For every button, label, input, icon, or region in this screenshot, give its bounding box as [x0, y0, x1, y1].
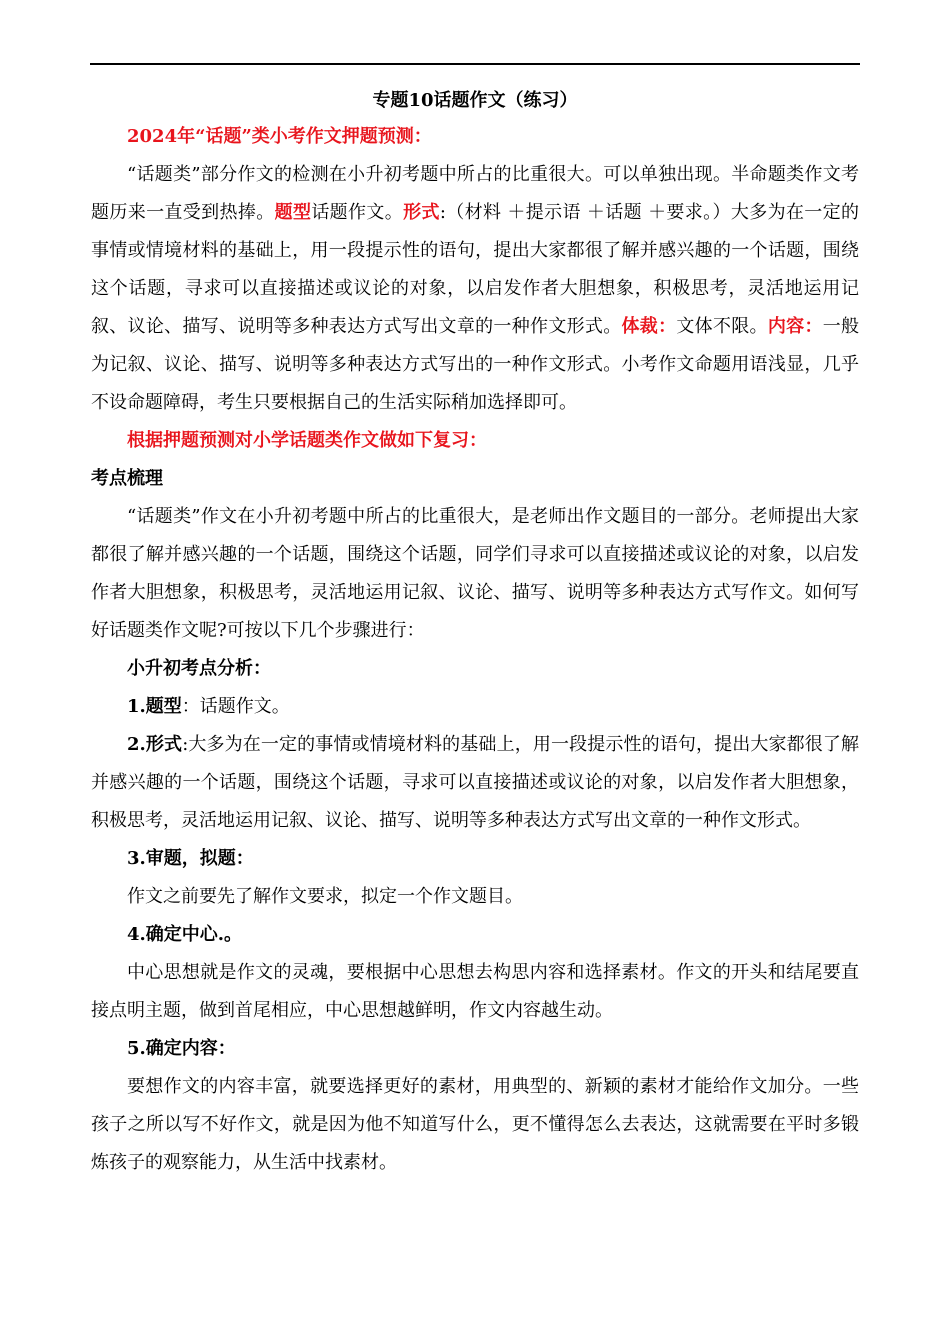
paragraph-text: 文体不限。	[676, 316, 768, 337]
item-2-text: :大多为在一定的事情或情境材料的基础上，用一段提示性的语句，提出大家都很了解并感兴趣的一个话题，围绕这个话题，寻求可以直接描述或议论的对象，以启发作者大胆想象，积极思考，灵活地运用记叙、议论、描写、说明等多种表达方式写出文章的一种作文形式。	[91, 734, 860, 831]
item-3-text: 作文之前要先了解作文要求，拟定一个作文题目。	[127, 886, 523, 907]
header-rule	[90, 63, 860, 65]
section1-paragraph	[91, 156, 859, 422]
label-genre: 体裁：	[621, 316, 677, 337]
label-content: 内容：	[767, 316, 823, 337]
item-1-label: 1.题型	[127, 696, 182, 717]
item-2-label: 2.形式	[127, 734, 183, 755]
paragraph-text: “话题类”部分作文的检测在小升初考题中所占的比重很大。可以单独出现。半命题类作文考题历来一直受到热捧。	[91, 164, 859, 223]
paragraph-text: 话题作文。	[311, 202, 404, 223]
label-type: 题型	[274, 202, 312, 223]
document-body	[91, 88, 859, 1182]
item-3-label: 3.审题，拟题：	[127, 848, 254, 869]
paragraph-text: 一般为记叙、议论、描写、说明等多种表达方式写出的一种作文形式。小考作文命题用语浅显，几乎不设命题障碍，考生只要根据自己的生活实际稍加选择即可。	[91, 316, 860, 413]
item-1-text: ：话题作文。	[181, 696, 290, 717]
item-1	[91, 688, 859, 726]
section2-subheading: 考点梳理	[91, 468, 163, 489]
item-2	[91, 726, 859, 840]
item-5-text: 要想作文的内容丰富，就要选择更好的素材，用典型的、新颖的素材才能给作文加分。一些孩子之所以写不好作文，就是因为他不知道写什么，更不懂得怎么去表达，这就需要在平时多锻炼孩子的观察能力，从生活中找素材。	[91, 1076, 859, 1173]
page-title: 专题10话题作文（练习）	[372, 90, 578, 111]
section2-intro: “话题类”作文在小升初考题中所占的比重很大，是老师出作文题目的一部分。老师提出大家都很了解并感兴趣的一个话题，围绕这个话题，同学们寻求可以直接描述或议论的对象，以启发作者大胆想象，积极思考，灵活地运用记叙、议论、描写、说明等多种表达方式写作文。如何写好话题类作文呢?可按以下几个步骤进行：	[91, 506, 859, 641]
label-form: 形式	[403, 202, 440, 223]
item-4-label: 4.确定中心.。	[127, 924, 243, 945]
section1-heading: 2024年“话题”类小考作文押题预测：	[127, 126, 432, 147]
item-4-text: 中心思想就是作文的灵魂，要根据中心思想去构思内容和选择素材。作文的开头和结尾要直接点明主题，做到首尾相应，中心思想越鲜明，作文内容越生动。	[91, 962, 859, 1021]
analysis-heading: 小升初考点分析：	[127, 658, 271, 679]
paragraph-text: :（材料 ＋提示语 ＋话题 ＋要求。）大多为在一定的事情或情境材料的基础上，用一段提示性的语句，提出大家都很了解并感兴趣的一个话题，围绕这个话题，寻求可以直接描述或议论的对象，以启发作者大胆想象，积极思考，灵活地运用记叙、议论、描写、说明等多种表达方式写出文章的一种作文形式。	[91, 202, 860, 337]
section2-heading: 根据押题预测对小学话题类作文做如下复习：	[127, 430, 487, 451]
item-5-label: 5.确定内容：	[127, 1038, 236, 1059]
